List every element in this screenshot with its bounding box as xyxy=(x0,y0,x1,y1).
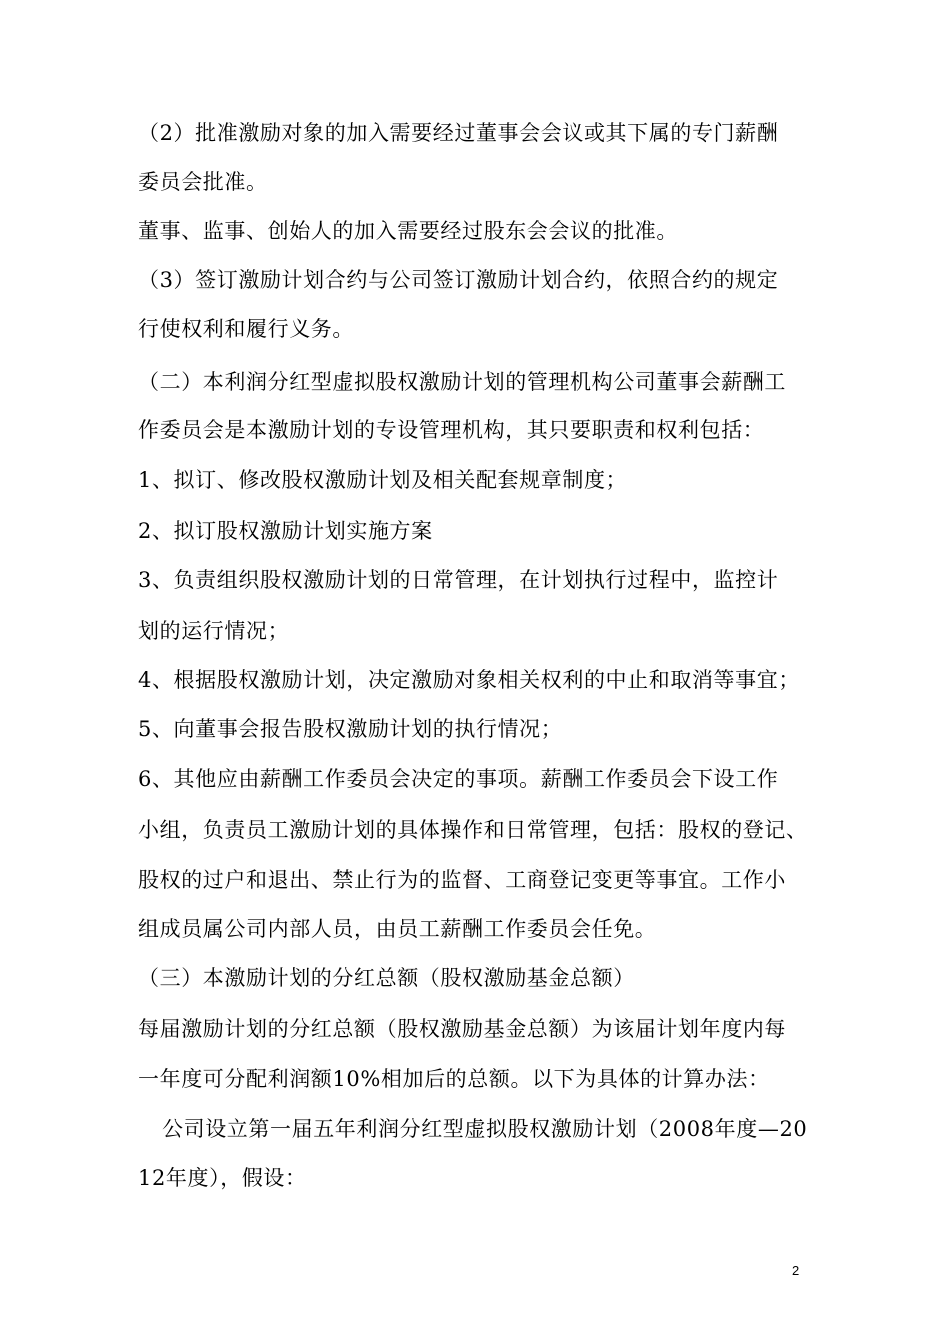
paragraph-line: 行使权利和履行义务。 xyxy=(138,317,354,341)
paragraph-line: 一年度可分配利润额10%相加后的总额。以下为具体的计算办法： xyxy=(138,1067,770,1091)
paragraph-line: 1、拟订、修改股权激励计划及相关配套规章制度； xyxy=(138,468,628,492)
paragraph-line: 公司设立第一届五年利润分红型虚拟股权激励计划（2008年度—20 xyxy=(162,1117,808,1141)
paragraph-line: 作委员会是本激励计划的专设管理机构，其只要职责和权利包括： xyxy=(138,418,765,442)
paragraph-line: （3）签订激励计划合约与公司签订激励计划合约，依照合约的规定 xyxy=(138,268,779,292)
paragraph-line: 股权的过户和退出、禁止行为的监督、工商登记变更等事宜。工作小 xyxy=(138,868,786,892)
paragraph-line: 董事、监事、创始人的加入需要经过股东会会议的批准。 xyxy=(138,219,678,243)
paragraph-line: 组成员属公司内部人员，由员工薪酬工作委员会任免。 xyxy=(138,917,657,941)
paragraph-line: 12年度），假设： xyxy=(138,1166,307,1190)
paragraph-line: 小组，负责员工激励计划的具体操作和日常管理，包括：股权的登记、 xyxy=(138,818,808,842)
paragraph-line: 5、向董事会报告股权激励计划的执行情况； xyxy=(138,717,563,741)
paragraph-line: 每届激励计划的分红总额（股权激励基金总额）为该届计划年度内每 xyxy=(138,1017,786,1041)
paragraph-line: 划的运行情况； xyxy=(138,619,290,643)
paragraph-line: （二）本利润分红型虚拟股权激励计划的管理机构公司董事会薪酬工 xyxy=(138,370,786,394)
section-heading: （三）本激励计划的分红总额（股权激励基金总额） xyxy=(138,966,635,990)
paragraph-line: 委员会批准。 xyxy=(138,170,268,194)
paragraph-line: 4、根据股权激励计划，决定激励对象相关权利的中止和取消等事宜； xyxy=(138,668,800,692)
paragraph-line: 3、负责组织股权激励计划的日常管理，在计划执行过程中，监控计 xyxy=(138,568,779,592)
paragraph-line: 2、拟订股权激励计划实施方案 xyxy=(138,519,433,543)
paragraph-line: （2）批准激励对象的加入需要经过董事会会议或其下属的专门薪酬 xyxy=(138,121,779,145)
page-number: 2 xyxy=(792,1263,800,1278)
paragraph-line: 6、其他应由薪酬工作委员会决定的事项。薪酬工作委员会下设工作 xyxy=(138,767,779,791)
